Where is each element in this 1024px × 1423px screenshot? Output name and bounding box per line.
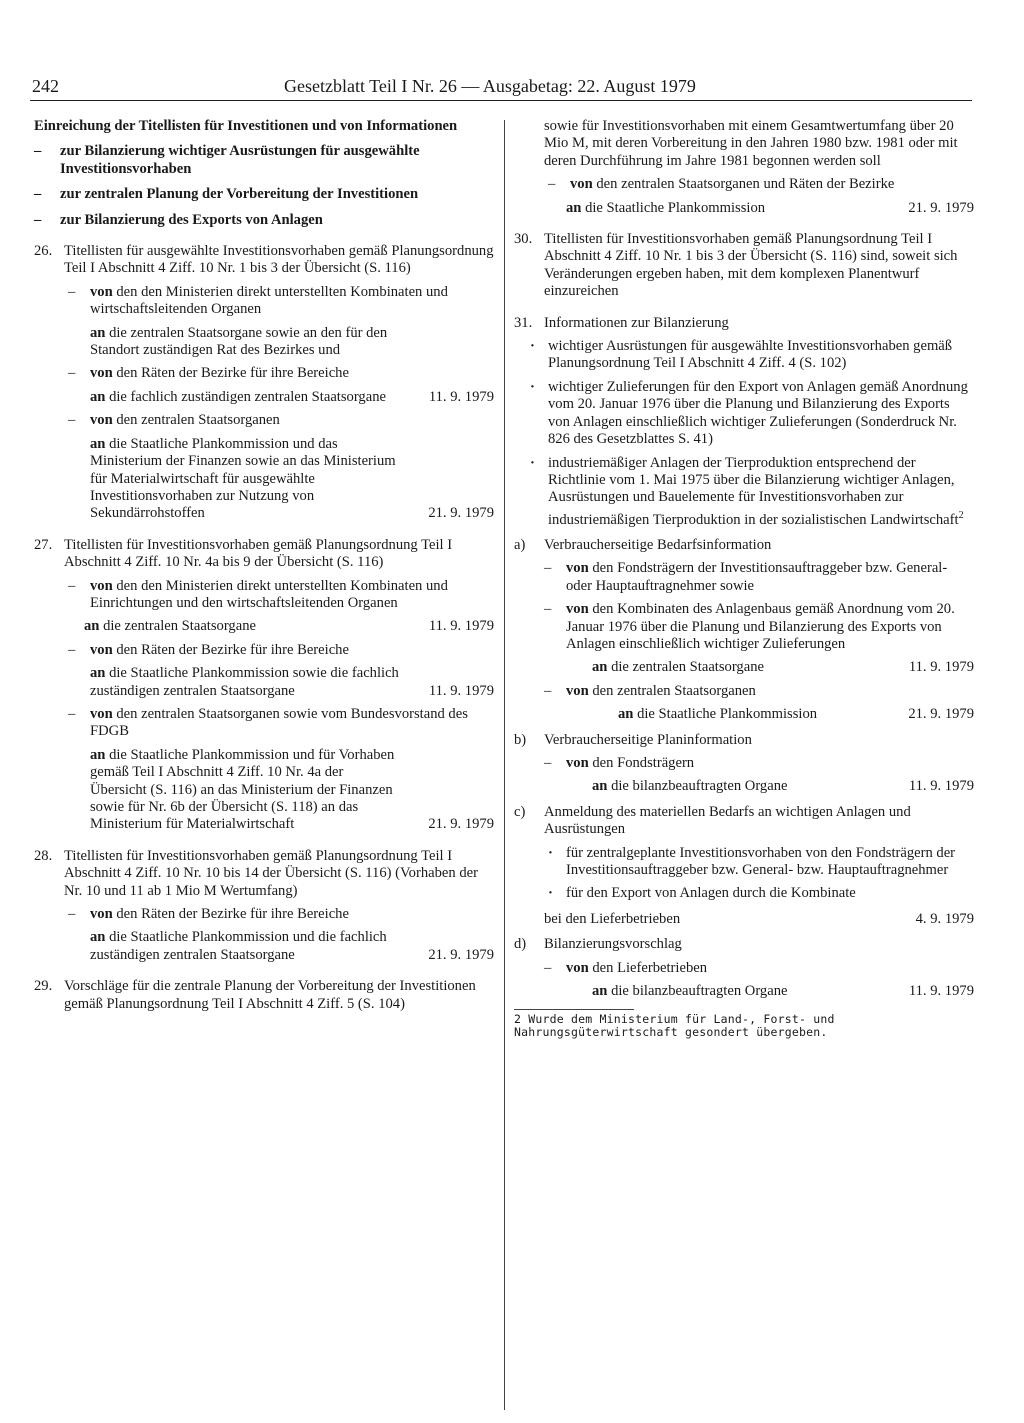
left-column [34,118,494,1021]
deadline-date: 21. 9. 1979 [908,199,974,216]
item-text: Informationen zur Bilanzierung [544,314,729,331]
recipient-line: an die Staatliche Plankommission sowie die fachlich zuständigen zentralen Staatsorgane 11. 9. 1979 [90,665,494,699]
footnote-rule [514,1009,634,1010]
running-head: Gesetzblatt Teil I Nr. 26 — Ausgabetag: 22. August 1979 [284,76,696,96]
sender-line: – von den Kombinaten des Anlagenbaus gemäß Anordnung vom 20. Januar 1976 über die Planung und Bilanzierung des Exports von Anlagen einschließlich wichtiger Zulieferungen [514,601,974,653]
bullet-item: · wichtiger Ausrüstungen für ausgewählte Investitionsvorhaben gemäß Planungsordnung Teil I Abschnitt 4 Ziff. 4 (S. 102) [522,338,974,373]
recipient-line: an die bilanzbeauftragten Organe 11. 9. 1979 [592,778,974,795]
item-number: 31. [514,314,533,331]
sender-line: – von den zentralen Staatsorganen [64,412,494,429]
item-29-continued: sowie für Investitionsvorhaben mit einem Gesamtwertumfang über 20 Mio M, mit deren Vorbereitung in den Jahren 1980 bzw. 1981 oder mit deren Durchführung im Jahre 1981 begonnen werden soll [544,118,958,169]
recipient-line: an die Staatliche Plankommission und für Vorhaben gemäß Teil I Abschnitt 4 Ziff. 10 Nr. 4a der Übersicht (S. 116) an das Ministerium der Finanzen sowie für Nr. 6b der Übersicht (S. 118) an das Ministerium für Materialwirtschaft 21. 9. 1979 [90,746,494,833]
deadline-date: 21. 9. 1979 [428,816,494,833]
deadline-date: 11. 9. 1979 [908,659,974,676]
item-number: 29. [34,978,53,995]
deadline-date: 11. 9. 1979 [428,682,494,699]
item-number: 30. [514,231,533,248]
deadline-date: 21. 9. 1979 [428,505,494,522]
item-31 [514,315,974,1001]
right-column [514,118,974,1039]
column-divider [504,120,505,1410]
footnote: 2 Wurde dem Ministerium für Land-, Forst- und Nahrungsgüterwirtschaft gesondert übergeben. [514,1011,835,1039]
subsection-d: d) Bilanzierungsvorschlag [514,936,682,953]
bullet-item: · für zentralgeplante Investitionsvorhaben von den Fondsträgern der Investitionsauftraggeber bzw. General- bzw. Hauptauftragnehmer [514,845,974,880]
section-heading: Einreichung der Titellisten für Investitionen und von Informationen [34,118,458,134]
subsection-b: b) Verbraucherseitige Planinformation [514,731,752,748]
recipient-line: an die bilanzbeauftragten Organe 11. 9. 1979 [592,983,974,1000]
recipient-line: an die Staatliche Plankommission 21. 9. 1979 [566,199,974,216]
recipient-line: an die zentralen Staatsorgane 11. 9. 1979 [84,618,494,635]
item-text: Vorschläge für die zentrale Planung der Vorbereitung der Investitionen gemäß Planungsordnung Teil I Abschnitt 4 Ziff. 5 (S. 104) [64,978,476,1012]
sender-line: – von den Räten der Bezirke für ihre Bereiche [64,906,494,923]
page-header [30,76,972,100]
sender-line: – von den Fondsträgern der Investitionsauftraggeber bzw. General- oder Hauptauftragnehmer sowie [514,560,974,595]
deadline-date: 11. 9. 1979 [428,618,494,635]
deadline-date: 11. 9. 1979 [908,778,974,795]
bullet-item: · für den Export von Anlagen durch die Kombinate [514,885,974,902]
sender-line: – von den zentralen Staatsorganen und Räten der Bezirke [544,176,974,193]
recipient-line: an die Staatliche Plankommission 21. 9. 1979 [618,706,974,723]
item-text: Titellisten für Investitionsvorhaben gemäß Planungsordnung Teil I Abschnitt 4 Ziff. 10 Nr. 1 bis 3 der Übersicht (S. 116) sind, soweit sich Veränderungen ergeben haben, mit dem komplexen Planentwurf einzureichen [544,231,958,300]
recipient-line: an die fachlich zuständigen zentralen Staatsorgane 11. 9. 1979 [90,388,494,405]
topic-item: – zur Bilanzierung des Exports von Anlagen [34,212,494,229]
item-text: Titellisten für ausgewählte Investitionsvorhaben gemäß Planungsordnung Teil I Abschnitt 4 Ziff. 10 Nr. 1 bis 3 der Übersicht (S. 116) [64,243,494,277]
sender-line: – von den Fondsträgern [514,755,974,772]
sender-line: – von den Lieferbetrieben [514,960,974,977]
recipient-line: an die Staatliche Plankommission und die fachlich zuständigen zentralen Staatsorgane 21. 9. 1979 [90,929,494,963]
item-30 [514,231,974,301]
page-number: 242 [32,76,59,96]
deadline-date: 21. 9. 1979 [428,946,494,963]
item-28 [34,848,494,964]
recipient-line: an die Staatliche Plankommission und das Ministerium der Finanzen sowie an das Ministerium für Materialwirtschaft für ausgewählte Investitionsvorhaben zur Nutzung von Sekundärrohstoffen 21. 9. 1979 [90,435,494,522]
item-number: 26. [34,243,53,260]
bullet-item: · industriemäßiger Anlagen der Tierproduktion entsprechend der Richtlinie vom 1. Mai 1975 über die Bilanzierung wichtiger Anlagen, Ausrüstungen und Bauelemente für Investitionsvorhaben zur industriemäßigen Tierproduktion in der sozialistischen Landwirtschaft$^2$ [522,455,974,529]
subsection-c: c) Anmeldung des materiellen Bedarfs an wichtigen Anlagen und Ausrüstungen [514,803,911,838]
sender-line: – von den zentralen Staatsorganen sowie vom Bundesvorstand des FDGB [64,706,494,741]
topic-item: – zur Bilanzierung wichtiger Ausrüstungen für ausgewählte Investitionsvorhaben [34,143,494,178]
deadline-date: 21. 9. 1979 [908,706,974,723]
sender-line: – von den Räten der Bezirke für ihre Bereiche [64,365,494,382]
item-26 [34,243,494,523]
deadline-date: 4. 9. 1979 [915,910,974,927]
topic-item: – zur zentralen Planung der Vorbereitung der Investitionen [34,186,494,203]
item-27 [34,537,494,834]
sender-line: – von den Räten der Bezirke für ihre Bereiche [64,642,494,659]
item-number: 27. [34,536,53,553]
header-rule [30,100,972,101]
bullet-item: · wichtiger Zulieferungen für den Export von Anlagen gemäß Anordnung vom 20. Januar 1976 über die Planung und Bilanzierung des Exports von Anlagen einschließlich wichtiger Zulieferungen (Sonderdruck Nr. 826 des Gesetzblattes S. 41) [522,379,974,449]
footnote-marker: 2 [958,509,964,521]
deadline-date: 11. 9. 1979 [908,983,974,1000]
item-29 [34,978,494,1013]
deadline-date: 11. 9. 1979 [428,388,494,405]
sender-line: – von den den Ministerien direkt unterstellten Kombinaten und Einrichtungen und den wirtschaftsleitenden Organen [64,578,494,613]
sender-line: – von den zentralen Staatsorganen [514,683,974,700]
recipient-line: an die zentralen Staatsorgane 11. 9. 1979 [592,659,974,676]
item-text: Titellisten für Investitionsvorhaben gemäß Planungsordnung Teil I Abschnitt 4 Ziff. 10 Nr. 10 bis 14 der Übersicht (S. 116) (Vorhaben der Nr. 10 und 11 ab 1 Mio M Wertumfang) [64,847,478,899]
subsection-a: a) Verbraucherseitige Bedarfsinformation [514,536,772,553]
sender-line: – von den den Ministerien direkt unterstellten Kombinaten und wirtschaftsleitenden Organen [64,284,494,319]
recipient-line: bei den Lieferbetrieben 4. 9. 1979 [544,910,974,927]
recipient-line: an die zentralen Staatsorgane sowie an den für den Standort zuständigen Rat des Bezirkes und [90,324,388,359]
item-number: 28. [34,847,53,864]
item-text: Titellisten für Investitionsvorhaben gemäß Planungsordnung Teil I Abschnitt 4 Ziff. 10 Nr. 4a bis 9 der Übersicht (S. 116) [64,536,453,571]
